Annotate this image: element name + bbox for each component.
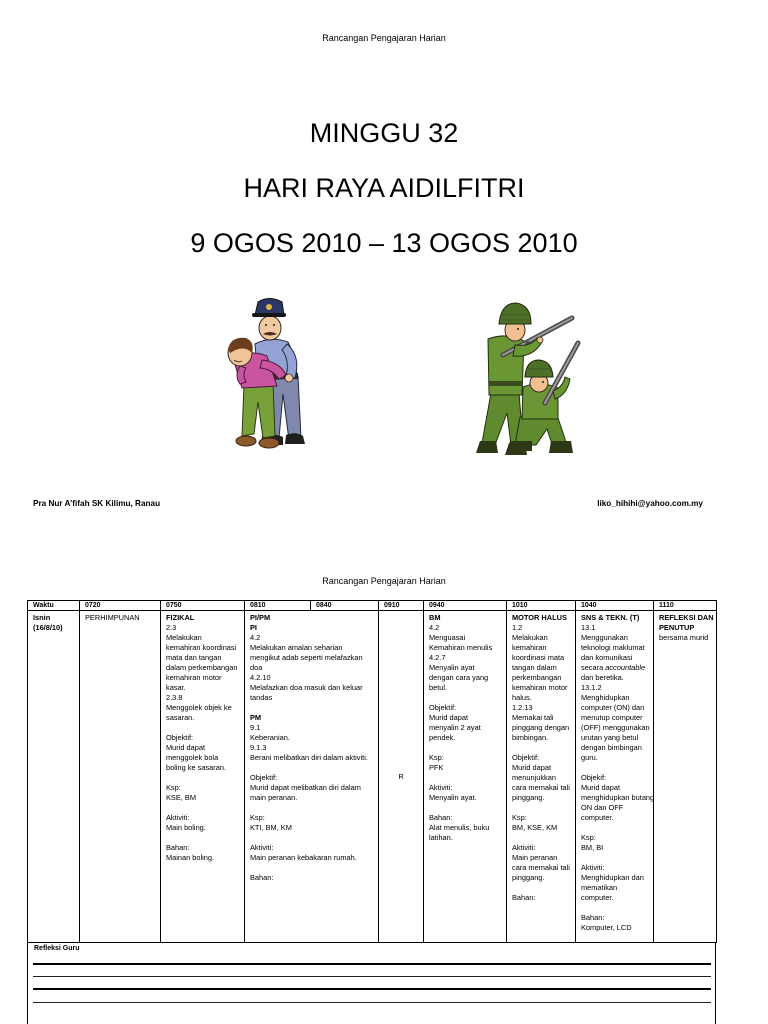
monday-row bbox=[28, 611, 717, 943]
blank-line bbox=[166, 833, 241, 843]
writing-line bbox=[33, 963, 711, 965]
cell-line: mematikan bbox=[581, 883, 618, 892]
header-0720: 0720 bbox=[80, 601, 161, 611]
cell-line: tandas bbox=[250, 693, 273, 702]
cell-line: Murid dapat bbox=[581, 783, 621, 792]
cell-line: urutan yang betul bbox=[581, 733, 639, 742]
cell-line: teknologi maklumat bbox=[581, 643, 645, 652]
cell-line: kemahiran bbox=[512, 643, 547, 652]
blank-line bbox=[166, 803, 241, 813]
cell-line: kemahiran motor bbox=[166, 673, 222, 682]
lesson-plan-table bbox=[27, 600, 717, 943]
cell-line: tangan dalam bbox=[512, 663, 557, 672]
cell-line: main peranan. bbox=[250, 793, 298, 802]
page-header: Rancangan Pengajaran Harian bbox=[322, 33, 446, 43]
cell-line: koordinasi mata bbox=[512, 653, 565, 662]
cell-heading: FIZIKAL bbox=[166, 613, 195, 622]
writing-line bbox=[33, 1002, 711, 1003]
cell-line: Murid dapat bbox=[429, 713, 469, 722]
cell-line: Menggolek objek ke bbox=[166, 703, 232, 712]
cell-line: KTI, BM, KM bbox=[250, 823, 292, 832]
cell-line: 13.1.2 bbox=[581, 683, 602, 692]
cell-line: Melafazkan doa masuk dan keluar bbox=[250, 683, 363, 692]
blank-line bbox=[512, 833, 572, 843]
cell-line: halus. bbox=[512, 693, 532, 702]
cell-heading: BM bbox=[429, 613, 441, 622]
cell-line: BM, KSE, KM bbox=[512, 823, 558, 832]
blank-line bbox=[581, 823, 650, 833]
cell-line: cara memakai tali bbox=[512, 783, 570, 792]
cell-line: (OFF) menggunakan bbox=[581, 723, 650, 732]
cell-line: pendek. bbox=[429, 733, 456, 742]
cell-line: betul. bbox=[429, 683, 448, 692]
cell-line: 2.3.8 bbox=[166, 693, 183, 702]
cell-line: Ksp: bbox=[581, 833, 596, 842]
cell-heading: REFLEKSI DAN bbox=[659, 613, 714, 622]
cell-line: Ksp: bbox=[166, 783, 181, 792]
cell-line: latihan. bbox=[429, 833, 453, 842]
header-1040: 1040 bbox=[576, 601, 654, 611]
cell-line: computer. bbox=[581, 813, 614, 822]
cell-0910-rehat: R bbox=[379, 611, 424, 943]
cell-line: Aktiviti: bbox=[166, 813, 190, 822]
cell-line: menyalin 2 ayat bbox=[429, 723, 481, 732]
cell-heading: SNS & TEKN. (T) bbox=[581, 613, 640, 622]
cell-line: perkembangan bbox=[512, 673, 562, 682]
email-address: liko_hihihi@yahoo.com.my bbox=[597, 499, 703, 508]
writing-line bbox=[33, 988, 711, 990]
cell-line: Objektif: bbox=[512, 753, 540, 762]
blank-line bbox=[250, 763, 375, 773]
blank-line bbox=[581, 853, 650, 863]
cell-line: bimbingan. bbox=[512, 733, 549, 742]
police-illustration-svg bbox=[200, 278, 335, 478]
soldiers-illustration bbox=[465, 295, 595, 460]
cell-line: menutup computer bbox=[581, 713, 643, 722]
cell-line: Memakai tali bbox=[512, 713, 554, 722]
cell-heading: (16/8/10) bbox=[33, 623, 63, 632]
cell-line: pinggang. bbox=[512, 793, 545, 802]
blank-line bbox=[429, 693, 503, 703]
cell-line: Mainan boling. bbox=[166, 853, 215, 862]
cell-line: Murid dapat bbox=[166, 743, 206, 752]
cell-line: Kemahiran menulis bbox=[429, 643, 493, 652]
cell-line: Melakukan bbox=[512, 633, 548, 642]
cell-line: 1.2.13 bbox=[512, 703, 533, 712]
cell-line: kasar. bbox=[166, 683, 186, 692]
cell-line: Aktiviti: bbox=[250, 843, 274, 852]
cell-line: Murid dapat melibatkan diri dalam bbox=[250, 783, 361, 792]
cell-line: Melakukan bbox=[166, 633, 202, 642]
blank-line bbox=[429, 773, 503, 783]
cell-line: menggolek bola bbox=[166, 753, 219, 762]
cell-line: 4.2.10 bbox=[250, 673, 271, 682]
header-1110: 1110 bbox=[654, 601, 717, 611]
header-0840: 0840 bbox=[311, 601, 379, 611]
cell-line: Bahan: bbox=[512, 893, 536, 902]
cell-line: Objektif: bbox=[250, 773, 278, 782]
blank-line bbox=[429, 803, 503, 813]
cell-line: Aktiviti: bbox=[429, 783, 453, 792]
blank-line bbox=[250, 833, 375, 843]
cell-line: dengan bimbingan bbox=[581, 743, 642, 752]
cell-line: 9.1 bbox=[250, 723, 261, 732]
cell-line: computer. bbox=[581, 893, 614, 902]
cell-line: Menggunakan bbox=[581, 633, 628, 642]
cell-line: dengan cara yang bbox=[429, 673, 489, 682]
cell-line: Main peranan bbox=[512, 853, 558, 862]
cell-line: Menghidupkan dan bbox=[581, 873, 644, 882]
cell-line: Main peranan kebakaran rumah. bbox=[250, 853, 357, 862]
cell-line: Menguasai bbox=[429, 633, 466, 642]
cell-line: dan komunikasi bbox=[581, 653, 633, 662]
cell-line: dalam perkembangan bbox=[166, 663, 238, 672]
plan-title: Rancangan Pengajaran Harian bbox=[322, 576, 446, 586]
cell-line: Bahan: bbox=[581, 913, 605, 922]
cell-0720 bbox=[80, 611, 161, 943]
cell-heading: PENUTUP bbox=[659, 623, 695, 632]
cell-line: sasaran. bbox=[166, 713, 195, 722]
header-1010: 1010 bbox=[507, 601, 576, 611]
cell-waktu bbox=[28, 611, 80, 943]
blank-line bbox=[250, 863, 375, 873]
cell-line: Ksp: bbox=[250, 813, 265, 822]
cell-heading: PI/PM bbox=[250, 613, 271, 622]
cell-line: 13.1 bbox=[581, 623, 596, 632]
cell-line: 2.3 bbox=[166, 623, 177, 632]
cell-line: Aktiviti: bbox=[512, 843, 536, 852]
cell-line: Ksp: bbox=[512, 813, 527, 822]
cell-0810-0840 bbox=[245, 611, 379, 943]
cell-1040 bbox=[576, 611, 654, 943]
cell-line: boling ke sasaran. bbox=[166, 763, 226, 772]
cell-line: Alat menulis, buku bbox=[429, 823, 490, 832]
blank-line bbox=[250, 803, 375, 813]
cell-line: kemahiran motor bbox=[512, 683, 568, 692]
header-row bbox=[28, 601, 717, 611]
header-0910: 0910 bbox=[379, 601, 424, 611]
writing-line bbox=[33, 976, 711, 977]
cell-line: KSE, BM bbox=[166, 793, 196, 802]
cell-line: Menyalin ayat bbox=[429, 663, 475, 672]
cell-line: cara memakai tali bbox=[512, 863, 570, 872]
blank-line bbox=[166, 773, 241, 783]
cell-line: doa bbox=[250, 663, 263, 672]
italic-term: accountable bbox=[605, 663, 646, 672]
cell-line: Menyalin ayat. bbox=[429, 793, 477, 802]
cell-line: pinggang. bbox=[512, 873, 545, 882]
reflection-section bbox=[27, 942, 716, 1024]
cell-heading: PI bbox=[250, 623, 257, 632]
cell-line: Objekif: bbox=[581, 773, 607, 782]
cell-line: Keberanian. bbox=[250, 733, 290, 742]
police-illustration bbox=[200, 278, 335, 478]
blank-line bbox=[166, 723, 241, 733]
cell-line: Komputer, LCD bbox=[581, 923, 632, 932]
blank-line bbox=[512, 883, 572, 893]
cell-line: Melakukan amalan seharian bbox=[250, 643, 343, 652]
teacher-info: Pra Nur A’fifah SK Kilimu, Ranau bbox=[33, 499, 161, 508]
blank-line bbox=[581, 763, 650, 773]
cell-line: secara accountable bbox=[581, 663, 646, 672]
header-0810: 0810 bbox=[245, 601, 311, 611]
cell-line: 9.1.3 bbox=[250, 743, 267, 752]
cell-0750 bbox=[161, 611, 245, 943]
cell-heading: PM bbox=[250, 713, 262, 722]
cell-line: PFK bbox=[429, 763, 444, 772]
cell-line: BM, BI bbox=[581, 843, 604, 852]
blank-line bbox=[429, 743, 503, 753]
cell-line: 4.2.7 bbox=[429, 653, 446, 662]
cell-1010 bbox=[507, 611, 576, 943]
cell-line: PERHIMPUNAN bbox=[85, 613, 140, 622]
cell-heading: MOTOR HALUS bbox=[512, 613, 567, 622]
cell-0940 bbox=[424, 611, 507, 943]
cell-line: 1.2 bbox=[512, 623, 523, 632]
cell-line: bersama murid bbox=[659, 633, 709, 642]
cell-line: dan beretika. bbox=[581, 673, 624, 682]
cell-line: kemahiran koordinasi bbox=[166, 643, 237, 652]
cell-line: computer (ON) dan bbox=[581, 703, 645, 712]
soldiers-illustration-svg bbox=[465, 295, 595, 460]
week-title: MINGGU 32 bbox=[309, 118, 459, 148]
cell-line: Ksp: bbox=[429, 753, 444, 762]
blank-line bbox=[581, 903, 650, 913]
cell-line: 4.2 bbox=[429, 623, 440, 632]
header-0750: 0750 bbox=[161, 601, 245, 611]
header-0940: 0940 bbox=[424, 601, 507, 611]
reflection-label: Refleksi Guru bbox=[34, 945, 80, 952]
date-range: 9 OGOS 2010 – 13 OGOS 2010 bbox=[190, 228, 578, 258]
cell-line: Objektif: bbox=[166, 733, 194, 742]
cell-line: Main boling. bbox=[166, 823, 206, 832]
header-waktu: Waktu bbox=[28, 601, 80, 611]
cell-1110 bbox=[654, 611, 717, 943]
cell-line: Bahan: bbox=[250, 873, 274, 882]
cell-line: Objektif: bbox=[429, 703, 457, 712]
cell-line: Aktiviti: bbox=[581, 863, 605, 872]
cell-line: Bahan: bbox=[429, 813, 453, 822]
cell-line: menunjukkan bbox=[512, 773, 556, 782]
cell-line: pinggang dengan bbox=[512, 723, 570, 732]
cell-line: Menghidupkan bbox=[581, 693, 630, 702]
cell-line: guru. bbox=[581, 753, 598, 762]
cell-line: Bahan: bbox=[166, 843, 190, 852]
cell-line: Murid dapat bbox=[512, 763, 552, 772]
cell-line: Berani melibatkan diri dalam aktiviti. bbox=[250, 753, 368, 762]
theme-title: HARI RAYA AIDILFITRI bbox=[243, 173, 525, 203]
cell-line: 4.2 bbox=[250, 633, 261, 642]
cell-line: ON dan OFF bbox=[581, 803, 624, 812]
cell-line: mengikut adab seperti melafazkan bbox=[250, 653, 363, 662]
cell-line: mata dan tangan bbox=[166, 653, 222, 662]
blank-line bbox=[512, 743, 572, 753]
blank-line bbox=[250, 703, 375, 713]
cell-line: menghidupkan butang bbox=[581, 793, 655, 802]
blank-line bbox=[512, 803, 572, 813]
cell-heading: Isnin bbox=[33, 613, 51, 622]
